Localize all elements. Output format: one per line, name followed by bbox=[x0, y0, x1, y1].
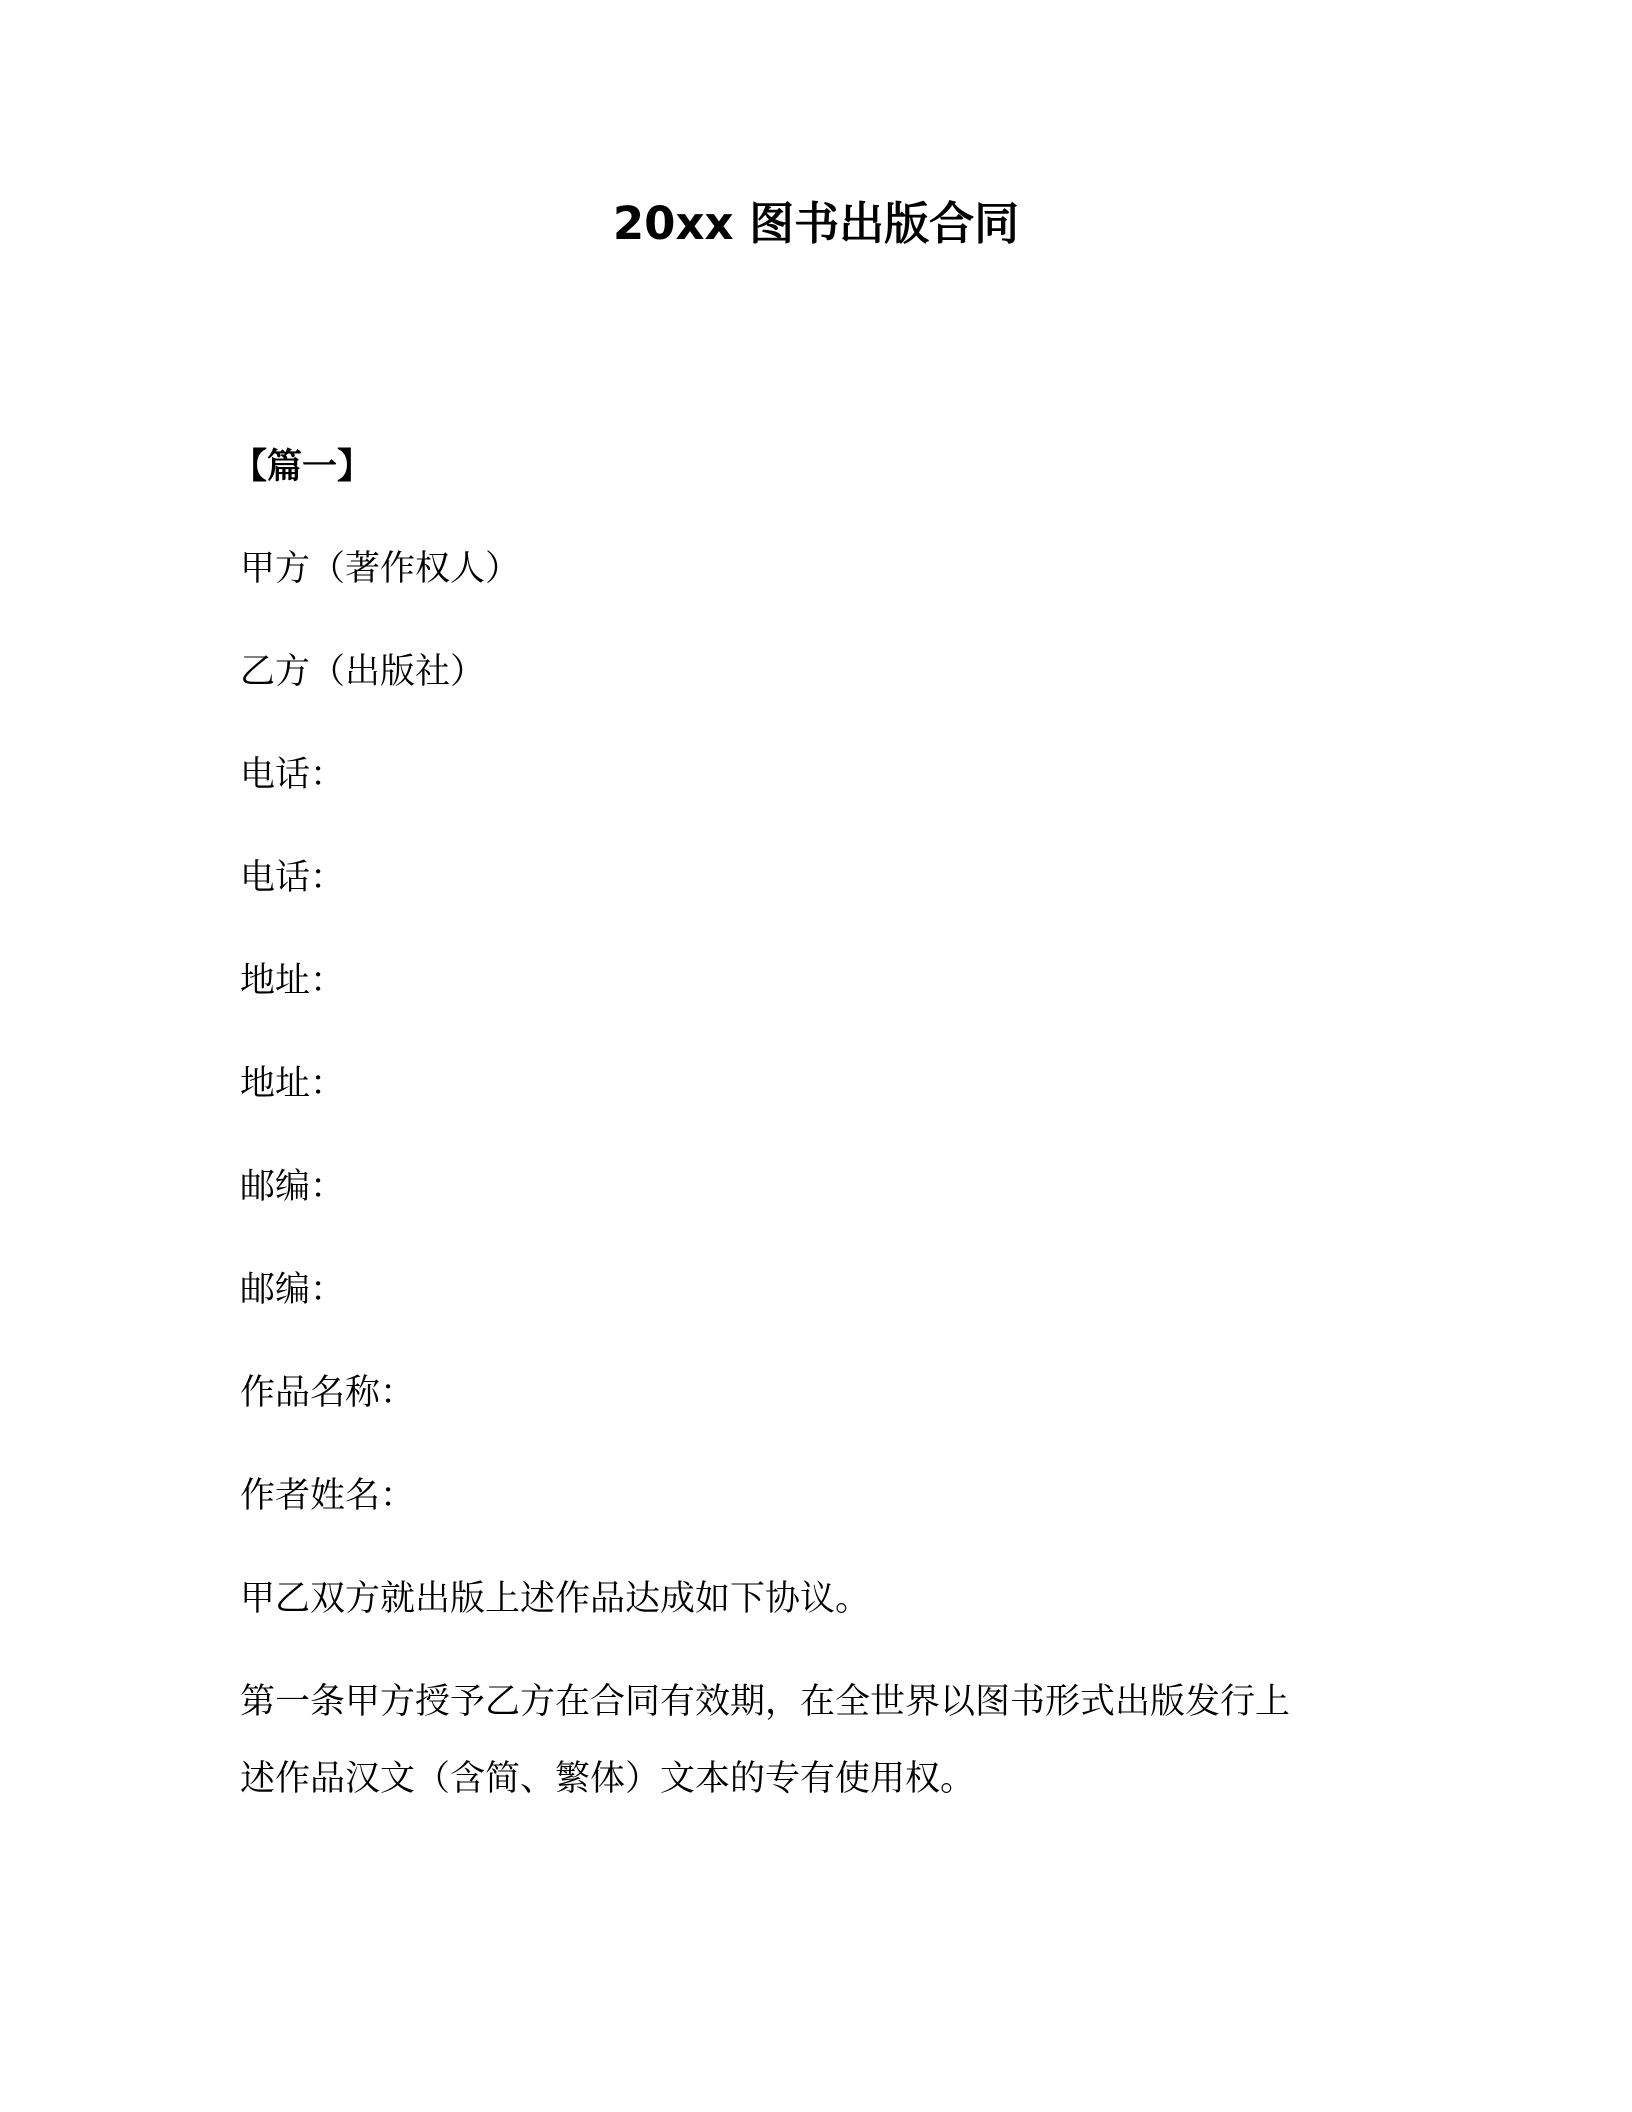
party-b-label: 乙方（出版社） bbox=[240, 652, 486, 692]
article-1-line-2: 述作品汉文（含简、繁体）文本的专有使用权。 bbox=[240, 1759, 976, 1799]
article-1-line-1: 第一条甲方授予乙方在合同有效期，在全世界以图书形式出版发行上 bbox=[240, 1682, 1291, 1722]
document-title: 20xx 图书出版合同 bbox=[612, 197, 1020, 250]
postcode-label-a: 邮编： bbox=[240, 1167, 346, 1207]
party-a-label: 甲方（著作权人） bbox=[240, 549, 521, 589]
section-heading: 【篇一】 bbox=[232, 447, 373, 487]
postcode-label-b: 邮编： bbox=[240, 1270, 346, 1310]
agreement-intro: 甲乙双方就出版上述作品达成如下协议。 bbox=[240, 1579, 871, 1619]
address-label-a: 地址： bbox=[240, 961, 346, 1001]
address-label-b: 地址： bbox=[240, 1064, 346, 1104]
work-title-label: 作品名称： bbox=[240, 1373, 416, 1413]
author-name-label: 作者姓名： bbox=[240, 1476, 416, 1516]
phone-label-b: 电话： bbox=[240, 858, 346, 898]
phone-label-a: 电话： bbox=[240, 755, 346, 795]
